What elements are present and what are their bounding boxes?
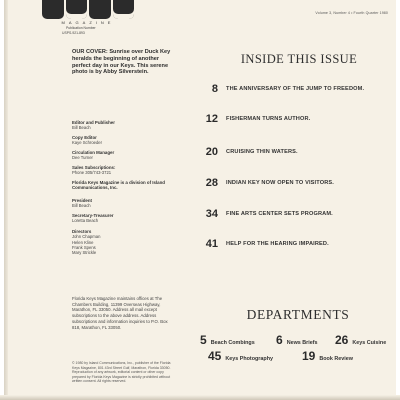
department-item[interactable] (335, 333, 386, 347)
masthead-secretary: Secretary-Treasurer Loretta Beach (72, 213, 114, 224)
office-address-text: Florida Keys Magazine maintains offices at The Chambers Building, 11399 Overseas Highway, Marathon, FL 33050. Address all mail except subscriptions to the above address. Address subscriptions and information inquiries to P.O. Box 818, Marathon, FL 33050. (72, 296, 168, 330)
toc-page-number: 41 (205, 238, 218, 250)
masthead-sales: Sales Subscriptions: Phone 305/743-3721 (72, 165, 116, 176)
toc-title: FINE ARTS CENTER SETS PROGRAM. (226, 211, 333, 217)
department-page-number: 5 (200, 333, 207, 347)
inside-this-issue-heading: INSIDE THIS ISSUE (240, 52, 358, 66)
toc-title: FISHERMAN TURNS AUTHOR. (226, 116, 311, 122)
masthead-circulation: Circulation Manager Dee Turner (72, 150, 115, 161)
masthead-editor: Editor and Publisher Bill Beach (72, 120, 115, 131)
toc-item[interactable] (198, 145, 398, 159)
department-label: Keys Photography (225, 356, 273, 362)
cover-caption-text: Sunrise over Duck Key heralds the beginning of another perfect day in our Keys. This serene photo is by Abby Silverstein. (72, 49, 171, 76)
toc-title: CRUISING THIN WATERS. (226, 149, 298, 155)
magazine-page (4, 0, 396, 400)
department-item[interactable] (208, 349, 273, 363)
toc-page-number: 8 (211, 83, 218, 95)
cover-caption-lead: OUR COVER: (72, 49, 108, 55)
publication-number: USPS-921-893 (62, 31, 85, 35)
toc-item[interactable] (198, 237, 398, 251)
masthead-division: Florida Keys Magazine is a division of Island Communications, Inc. (72, 180, 165, 191)
department-label: Book Review (319, 356, 353, 362)
department-item[interactable] (276, 333, 318, 347)
toc-page-number: 12 (205, 113, 218, 125)
masthead-directors: Directors John Chapman Helen Kline Frank Spens Mary Strickle (72, 229, 101, 256)
page-edge (4, 0, 8, 400)
department-page-number: 19 (302, 349, 316, 363)
department-page-number: 45 (208, 349, 222, 363)
department-page-number: 6 (276, 333, 283, 347)
toc-item[interactable] (198, 82, 398, 96)
logo-wordmark: MAGAZINE (61, 20, 115, 25)
masthead-copy-editor: Copy Editor Kaye Schroeder (72, 135, 103, 146)
issue-line: Volume 3, Number 4 • Fourth Quarter 1980 (315, 11, 388, 15)
masthead-president: President Bill Beach (72, 198, 93, 209)
department-item[interactable] (200, 333, 255, 347)
toc-title: HELP FOR THE HEARING IMPAIRED. (226, 241, 329, 247)
department-item[interactable] (302, 349, 353, 363)
toc-title: THE ANNIVERSARY OF THE JUMP TO FREEDOM. (226, 86, 365, 92)
toc-page-number: 28 (205, 177, 218, 189)
department-page-number: 26 (335, 333, 349, 347)
magazine-logo (42, 0, 134, 19)
department-label: News Briefs (286, 340, 318, 346)
toc-item[interactable] (198, 207, 398, 221)
toc-page-number: 34 (205, 208, 218, 220)
cover-caption (72, 49, 176, 76)
department-label: Beach Combings (210, 340, 255, 346)
toc-title: INDIAN KEY NOW OPEN TO VISITORS. (226, 180, 334, 186)
department-label: Keys Cuisine (352, 340, 387, 346)
toc-item[interactable] (198, 112, 398, 126)
departments-heading: DEPARTMENTS (246, 307, 350, 322)
copyright-text: © 1980 by Island Communications, Inc., publisher of the Florida Keys Magazine, 801 43rd Street Gulf, Marathon, Florida 33050. Reproduction of any artwork, editorial content or other copy prepared by Florida Keys Magazine is strictly prohibited without written consent. All rights reserved. (72, 361, 171, 383)
toc-item[interactable] (198, 176, 398, 190)
publication-label: Publication Number (66, 26, 96, 30)
page-bottom-edge (0, 395, 400, 400)
toc-page-number: 20 (205, 146, 218, 158)
